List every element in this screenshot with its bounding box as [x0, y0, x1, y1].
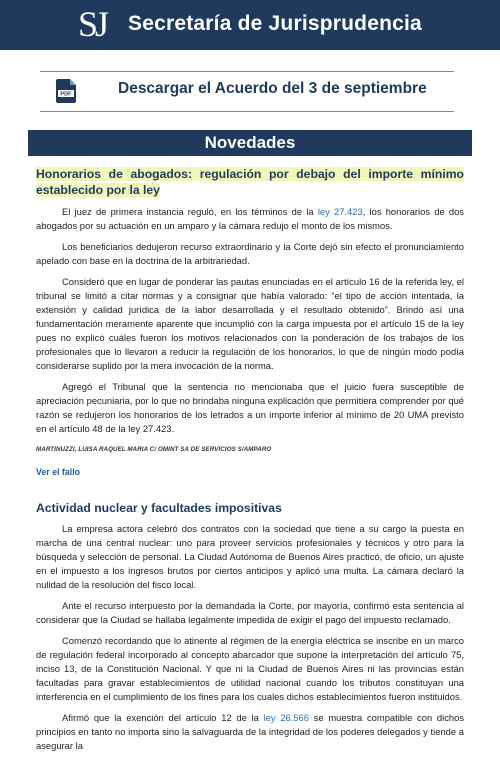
paragraph: Los beneficiarios dedujeron recurso extraordinario y la Corte dejó sin efecto el pronunciamiento apelado con base en la doctrina de la arbitrariedad.	[36, 241, 464, 266]
article-title[interactable]: Actividad nuclear y facultades impositivas	[36, 501, 282, 515]
pdf-icon-label: PDF	[60, 91, 72, 98]
article-title-text: Honorarios de abogados: regulación por debajo del importe mínimo establecido por la ley	[36, 167, 464, 197]
paragraph: La empresa actora celebró dos contratos con la sociedad que tiene a su cargo la puesta en marcha de una central nuclear: uno para proveer servicios profesionales y técnicos y otro para la búsqueda y selección de personal. La Ciudad Autónoma de Buenos Aires practicó, de oficio, un ajuste en el impuesto a los ingresos brutos por ciertos anticipos y aplicó una multa. La cámara declaró la nulidad de la resolución del fisco local.	[36, 523, 464, 590]
site-header	[0, 0, 500, 50]
section-header-novedades: Novedades	[28, 130, 472, 156]
sj-logo[interactable]: SJ	[78, 4, 107, 44]
article-title[interactable]	[36, 166, 464, 198]
paragraph: Consideró que en lugar de ponderar las pautas enunciadas en el artículo 16 de la referida ley, el tribunal se limitó a citar normas y a consignar que había valorado: “el tipo de acción intentada, la extensión y calidad jurídica de la labor desarrollada y el resultado obtenido”. Brindó así una fundamentación meramente aparente que incumplió con la carga impuesta por el artículo 15 de la ley pues no explicó cuáles fueron los motivos relacionados con la ponderación de los trabajos de los profesionales que lo llevaron a reducir la regulación de los honorarios, lo que de ningún modo podía considerarse suplido por la mera invocación de la norma.	[36, 276, 464, 371]
download-agreement-link[interactable]: Descargar el Acuerdo del 3 de septiembre	[118, 80, 427, 97]
divider-top	[40, 71, 454, 72]
paragraph: Comenzó recordando que lo atinente al régimen de la energía eléctrica se inscribe en un marco de regulación federal incorporado al concepto abarcador que supone la interpretación del artículo 75, inciso 13, de la Constitución Nacional. Y que ni la Ciudad de Buenos Aires ni las provincias están facultadas para gravar establecimientos de utilidad nacional cuando los tributos constituyan una interferencia en el cumplimiento de los fines para los cuales dichos establecimientos fueron instituidos.	[36, 635, 464, 702]
case-caption: MARTINUZZI, LUISA RAQUEL MARIA C/ OMINT SA DE SERVICIOS S/AMPARO	[36, 446, 272, 453]
news-content	[36, 166, 464, 760]
paragraph: Agregó el Tribunal que la sentencia no mencionaba que el juicio fuera susceptible de apreciación pecuniaria, por lo que no brindaba ninguna explicación que permitiera comprender por qué razón se redujeron los honorarios de los letrados a un importe inferior al mínimo de 20 UMA previsto en el artículo 48 de la ley 27.423.	[36, 381, 464, 434]
pdf-icon[interactable]	[56, 79, 76, 103]
paragraph: Ante el recurso interpuesto por la demandada la Corte, por mayoría, confirmó esta sentencia al considerar que la Ciudad se hallaba legalmente impedida de exigir el pago del impuesto reclamado.	[36, 600, 464, 625]
site-title: Secretaría de Jurisprudencia	[128, 12, 422, 35]
paragraph: Afirmó que la exención del artículo 12 de la ley 26.566 se muestra compatible con dichos principios en tanto no importa sino la salvaguarda de la integridad de los poderes delegados y tiende a asegurar la	[36, 712, 465, 751]
law-link[interactable]: ley 26.566	[263, 712, 309, 723]
divider-bottom	[40, 111, 454, 112]
view-ruling-link[interactable]: Ver el fallo	[36, 467, 81, 477]
law-link[interactable]: ley 27.423	[317, 206, 363, 217]
paragraph: El juez de primera instancia reguló, en los términos de la ley 27.423, los honorarios de dos abogados por su actuación en un amparo y la cámara redujo el monto de los mismos.	[36, 206, 464, 231]
